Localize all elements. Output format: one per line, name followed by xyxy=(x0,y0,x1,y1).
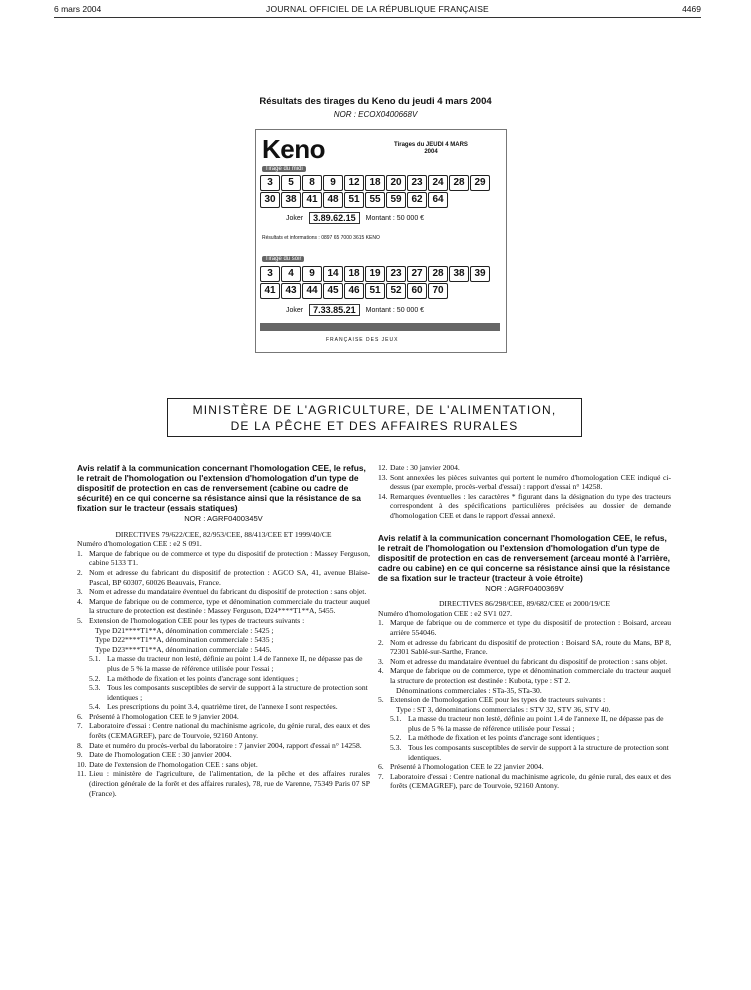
keno-ball: 23 xyxy=(386,266,406,282)
ministry-box xyxy=(167,398,582,437)
left-nor: NOR : AGRF0400345V xyxy=(184,514,263,523)
keno-ball: 27 xyxy=(407,266,427,282)
ministry-line-2: DE LA PÊCHE ET DES AFFAIRES RURALES xyxy=(230,419,519,433)
list-item: 8. Date et numéro du procès-verbal du laboratoire : 7 janvier 2004, rapport d'essai n° 14258. xyxy=(77,740,362,750)
left-numero: Numéro d'homologation CEE : e2 S 091. xyxy=(77,539,202,549)
keno-ball: 55 xyxy=(365,192,385,208)
keno-ball: 19 xyxy=(365,266,385,282)
sub-item: 5.3. Tous les composants susceptibles de servir de support à la structure de protection sont identiques. xyxy=(390,743,669,762)
list-item: 3. Nom et adresse du mandataire éventuel du fabricant du dispositif de protection : sans objet. xyxy=(77,587,367,597)
right-column xyxy=(378,463,671,791)
header-date: 6 mars 2004 xyxy=(54,4,102,14)
left-avis-title: Avis relatif à la communication concernant l'homologation CEE, le refus, le retrait de l'homologation ou l'extension d'homologation d'un type de dispositif de protection en cas de renversement (cabine ou cadre de sécurité) en ce qui concerne sa résistance ainsi que la résistance de sa fixation sur le tracteur (essais statiques) xyxy=(77,463,366,513)
keno-ball: 48 xyxy=(323,192,343,208)
draw1-label: Tirage du midi xyxy=(262,166,306,172)
keno-ball: 51 xyxy=(344,192,364,208)
sub-item: 5.1. La masse du tracteur non lesté, définie au point 1.4 de l'annexe II, ne dépasse pas de plus de 5 % la masse de référence utilisée pour l'essai ; xyxy=(390,714,664,733)
list-item: 9. Date de l'homologation CEE : 30 janvier 2004. xyxy=(77,750,232,760)
keno-ball: 4 xyxy=(281,266,301,282)
sub-item: 5.2. La méthode de fixation et les points d'ancrage sont identiques ; xyxy=(390,733,600,743)
keno-ball: 28 xyxy=(428,266,448,282)
list-item: 14. Remarques éventuelles : les caractères * figurant dans la désignation du type des tracteurs correspondent à des spécifications particulières précisées au dossier de demande d'homologation CEE et dans le rapport d'essai annexé. xyxy=(378,491,671,520)
keno-ball: 30 xyxy=(260,192,280,208)
keno-ball: 41 xyxy=(260,283,280,299)
keno-ball: 28 xyxy=(449,175,469,191)
left-column xyxy=(77,463,370,798)
right-directives: DIRECTIVES 86/298/CEE, 89/682/CEE et 2000/19/CE xyxy=(438,599,611,609)
joker1-number: 3.89.62.15 xyxy=(309,212,360,224)
keno-results-image xyxy=(255,129,507,353)
keno-ball: 3 xyxy=(260,175,280,191)
left-directives: DIRECTIVES 79/622/CEE, 82/953/CEE, 88/413/CEE ET 1999/40/CE xyxy=(115,529,332,539)
list-item: 5. Extension de l'homologation CEE pour les types de tracteurs suivants : xyxy=(378,695,606,705)
keno-ball: 3 xyxy=(260,266,280,282)
keno-ball: 18 xyxy=(344,266,364,282)
keno-ball: 51 xyxy=(365,283,385,299)
keno-ball: 18 xyxy=(365,175,385,191)
keno-ball: 59 xyxy=(386,192,406,208)
joker2-number: 7.33.85.21 xyxy=(309,304,360,316)
header-rule xyxy=(54,17,701,18)
list-item: 6. Présenté à l'homologation CEE le 9 janvier 2004. xyxy=(77,711,239,721)
keno-ball: 12 xyxy=(344,175,364,191)
keno-ball: 43 xyxy=(281,283,301,299)
keno-ball: 29 xyxy=(470,175,490,191)
title-nor: NOR : ECOX0400668V xyxy=(333,110,418,119)
joker2-montant: Montant : 50 000 € xyxy=(365,306,425,314)
keno-ball: 64 xyxy=(428,192,448,208)
sub-item: 5.3. Tous les composants susceptibles de servir de support à la structure de protection sont identiques ; xyxy=(89,683,368,702)
keno-ball: 9 xyxy=(323,175,343,191)
keno-ball: 5 xyxy=(281,175,301,191)
keno-ball: 14 xyxy=(323,266,343,282)
keno-ball: 52 xyxy=(386,283,406,299)
draw2-numbers xyxy=(260,266,504,299)
joker2-row: Joker 7.33.85.21 Montant : 50 000 € xyxy=(286,305,425,315)
joker1-montant: Montant : 50 000 € xyxy=(365,214,425,222)
keno-ball: 44 xyxy=(302,283,322,299)
keno-info: Résultats et informations : 0897 65 7000 3615 KENO xyxy=(262,235,380,241)
keno-ball: 46 xyxy=(344,283,364,299)
joker1-row: Joker 3.89.62.15 Montant : 50 000 € xyxy=(286,213,425,223)
keno-ball: 70 xyxy=(428,283,448,299)
keno-ball: 41 xyxy=(302,192,322,208)
right-types: Type : ST 3, dénominations commerciales : STV 32, STV 36, STV 40. xyxy=(396,704,611,714)
keno-ball: 45 xyxy=(323,283,343,299)
draw1-numbers xyxy=(260,175,504,208)
keno-ball: 38 xyxy=(449,266,469,282)
list-item: 7. Laboratoire d'essai : Centre national du machinisme agricole, du génie rural, des eaux et des forêts (CEMAGREF), parc de Tourvoie, 92160 Antony. xyxy=(77,721,370,741)
page-title: Résultats des tirages du Keno du jeudi 4 mars 2004 xyxy=(259,96,492,107)
type-line: Type D21****T1**A, dénomination commerciale : 5425 ; xyxy=(95,625,274,635)
keno-ball: 8 xyxy=(302,175,322,191)
list-item: 1. Marque de fabrique ou de commerce et type du dispositif de protection : Massey Ferguson, cabine 5133 T1. xyxy=(77,548,370,568)
list-item: 7. Laboratoire d'essai : Centre national du machinisme agricole, du génie rural, des eaux et des forêts (CEMAGREF), parc de Tourvoie, 92160 Antony. xyxy=(378,771,671,791)
keno-ball: 60 xyxy=(407,283,427,299)
list-item: 13. Sont annexées les pièces suivantes qui portent le numéro d'homologation CEE indiqué ci-dessus (par exemple, procès-verbal d'essai) : rapport d'essai n° 14258. xyxy=(378,472,671,492)
header-page-number: 4469 xyxy=(682,4,701,14)
list-item: 2. Nom et adresse du fabricant du dispositif de protection : AGCO SA, 41, avenue Blaise-Pascal, BP 60307, 60026 Beauvais, France. xyxy=(77,567,370,587)
list-item: 6. Présenté à l'homologation CEE le 22 janvier 2004. xyxy=(378,762,544,772)
type-line: Type D22****T1**A, dénomination commerciale : 5435 ; xyxy=(95,635,274,645)
keno-ball: 9 xyxy=(302,266,322,282)
list-item: 1. Marque de fabrique ou de commerce et type du dispositif de protection : Boisard, arceau arrière 554046. xyxy=(378,618,671,637)
keno-date: Tirages du JEUDI 4 MARS 2004 xyxy=(394,142,468,155)
list-item: 4. Marque de fabrique ou de commerce, type et dénomination commerciale du tracteur auquel la structure de protection est destinée : Kubota, type : ST 2. xyxy=(378,666,671,685)
sub-item: 5.2. La méthode de fixation et les points d'ancrage sont identiques ; xyxy=(89,673,299,683)
right-nor: NOR : AGRF0400369V xyxy=(485,583,564,593)
list-item: 12. Date : 30 janvier 2004. xyxy=(378,463,460,472)
keno-ball: 20 xyxy=(386,175,406,191)
right-denominations: Dénominations commerciales : STa-35, STa-30. xyxy=(396,685,542,695)
sub-item: 5.4. Les prescriptions du point 3.4, quatrième tiret, de l'annexe I sont respectées. xyxy=(89,702,338,712)
keno-ball: 39 xyxy=(470,266,490,282)
list-item: 10. Date de l'extension de l'homologation CEE : sans objet. xyxy=(77,759,258,769)
header-journal: JOURNAL OFFICIEL DE LA RÉPUBLIQUE FRANÇAISE xyxy=(266,4,489,14)
list-item: 4. Marque de fabrique ou de commerce, type et dénomination commerciale du tracteur auquel la structure de protection est destinée : Massey Ferguson, D24****T1**A, 5455. xyxy=(77,596,370,616)
keno-ball: 38 xyxy=(281,192,301,208)
right-avis-title: Avis relatif à la communication concernant l'homologation CEE, le refus, le retrait de l'homologation ou l'extension d'homologation d'un type de dispositif de protection en cas de renversement (arceau monté à l'arrière, cadre ou cabine) en ce qui concerne sa résistance ainsi que la résistance de sa fixation sur le tracteur (tracteur à voie étroite) xyxy=(378,532,670,583)
keno-ball: 24 xyxy=(428,175,448,191)
list-item: 2. Nom et adresse du fabricant du dispositif de protection : Boisard SA, route du Mans, BP 8, 72301 Sablé-sur-Sarthe, France. xyxy=(378,637,671,657)
keno-ball: 62 xyxy=(407,192,427,208)
draw2-label: Tirage du soir xyxy=(262,256,304,262)
keno-footer: FRANÇAISE DES JEUX xyxy=(326,337,399,343)
keno-logo: Keno xyxy=(262,134,325,164)
list-item: 3. Nom et adresse du mandataire éventuel du fabricant du dispositif de protection : sans objet. xyxy=(378,656,668,666)
ministry-line-1: MINISTÈRE DE L'AGRICULTURE, DE L'ALIMENTATION, xyxy=(192,403,557,417)
type-line: Type D23****T1**A, dénomination commerciale : 5445. xyxy=(95,644,272,654)
sub-item: 5.1. La masse du tracteur non lesté, définie au point 1.4 de l'annexe II, ne dépasse pas de plus de 5 % la masse de référence utilisée pour l'essai ; xyxy=(89,654,363,673)
keno-banner xyxy=(260,323,500,331)
keno-ball: 23 xyxy=(407,175,427,191)
list-item: 11. Lieu : ministère de l'agriculture, de l'alimentation, de la pêche et des affaires rurales (direction générale de la forêt et des affaires rurales), 78, rue de Varenne, 75349 Paris 07 SP (France). xyxy=(77,769,370,798)
list-item: 5. Extension de l'homologation CEE pour les types de tracteurs suivants : xyxy=(77,615,305,625)
right-numero: Numéro d'homologation CEE : e2 SV1 027. xyxy=(378,608,513,618)
